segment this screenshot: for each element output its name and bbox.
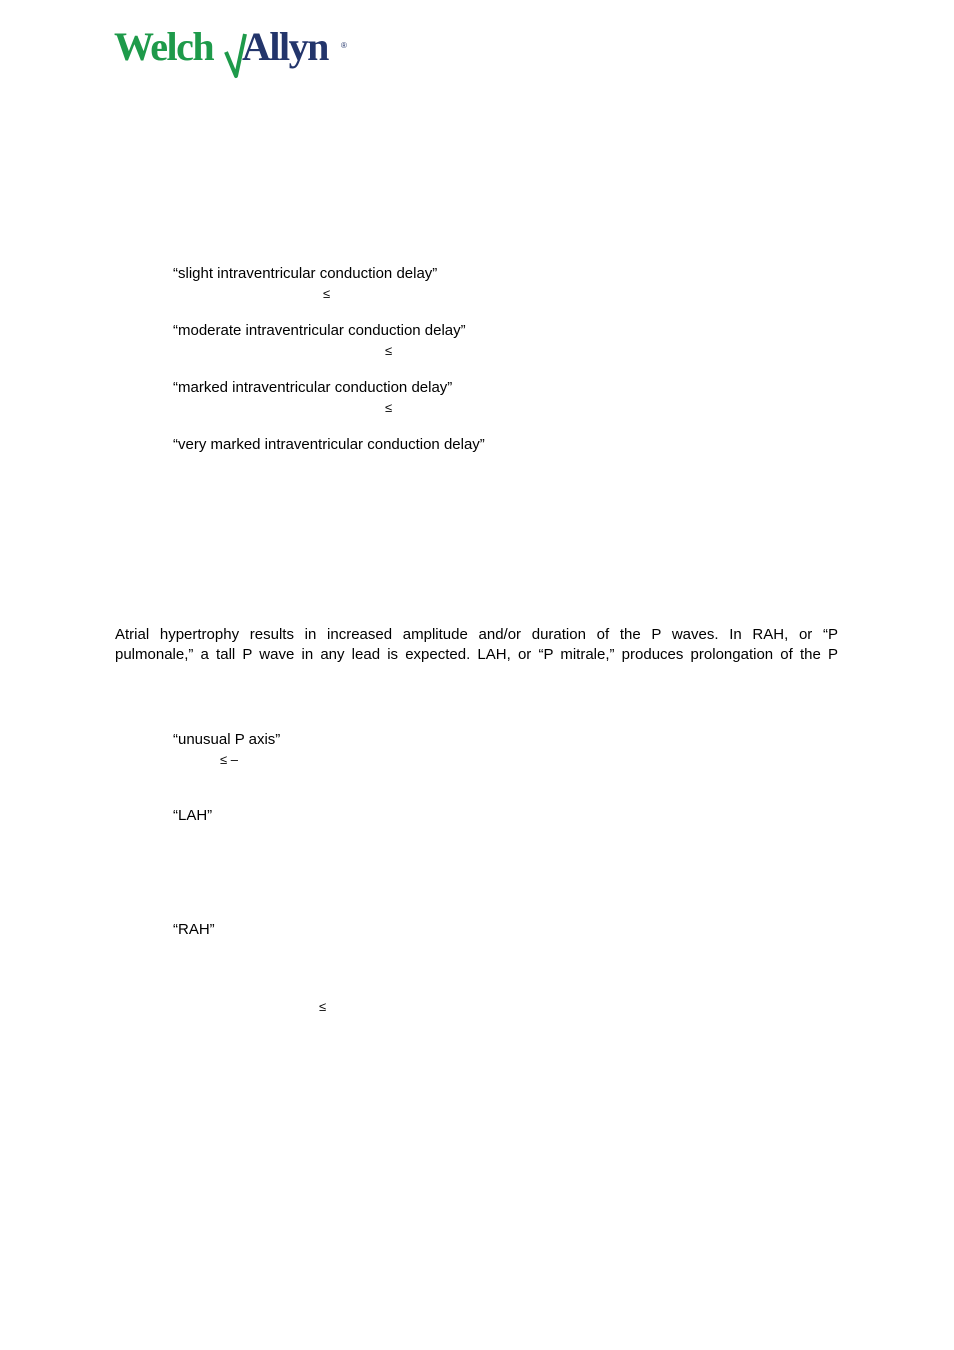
paragraph-line: pulmonale,” a tall P wave in any lead is expected. LAH, or “P mitrale,” produces prolongation of the P [115,645,838,663]
logo-graphic [114,26,354,82]
welch-allyn-logo [114,26,354,82]
atrial-hypertrophy-paragraph [115,625,838,664]
svg-text:Allyn: Allyn [242,26,328,69]
svg-text:Welch: Welch [114,26,214,69]
ivcd-moderate-label: “moderate intraventricular conduction delay” [173,322,466,339]
ivcd-marked-symbol: ≤ [385,400,393,415]
svg-text:®: ® [341,41,347,50]
lah-label: “LAH” [173,807,213,824]
ivcd-marked-label: “marked intraventricular conduction delay” [173,379,453,396]
ivcd-slight-symbol: ≤ [323,286,331,301]
ivcd-moderate-symbol: ≤ [385,343,393,358]
rah-symbol: ≤ [319,999,327,1014]
unusual-p-axis-symbol: ≤ – [220,752,238,767]
rah-label: “RAH” [173,921,215,938]
ivcd-very-marked-label: “very marked intraventricular conduction delay” [173,436,485,453]
paragraph-line: Atrial hypertrophy results in increased amplitude and/or duration of the P waves. In RAH, or “P [115,626,838,643]
ivcd-slight-label: “slight intraventricular conduction delay” [173,265,438,282]
unusual-p-axis-label: “unusual P axis” [173,731,281,748]
